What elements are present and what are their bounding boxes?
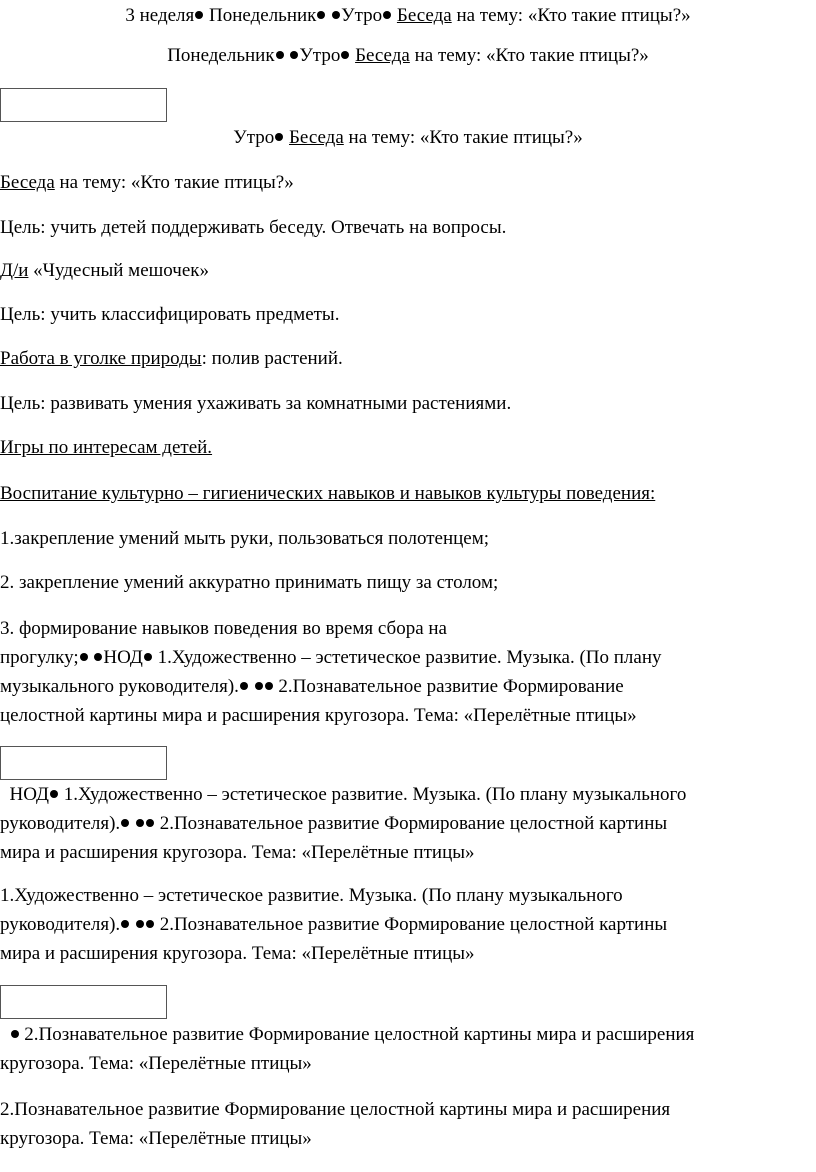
- bullet-icon: [146, 920, 154, 928]
- text-line: 1.Художественно – эстетическое развитие. Музыка. (По плану музыкального: [0, 885, 623, 906]
- heading-line-3: Утро Беседа на тему: «Кто такие птицы?»: [233, 127, 583, 148]
- text-line: кругозора. Тема: «Перелётные птицы»: [0, 1128, 312, 1149]
- upbringing-heading: Воспитание культурно – гигиенических навыков и навыков культуры поведения:: [0, 483, 656, 504]
- goal-text: Цель: учить детей поддерживать беседу. Отвечать на вопросы.: [0, 217, 507, 238]
- bullet-icon: [195, 11, 203, 19]
- bullet-icon: [121, 920, 129, 928]
- bullet-icon: [290, 51, 298, 59]
- text-line: руководителя). 2.Познавательное развитие Формирование целостной картины: [0, 914, 668, 935]
- bullet-icon: [240, 682, 248, 690]
- bullet-icon: [94, 653, 102, 661]
- text-line: прогулку; НОД 1.Художественно – эстетическое развитие. Музыка. (По плану: [0, 647, 662, 668]
- nature-corner-work: Работа в уголке природы: полив растений.: [0, 348, 343, 369]
- text-line: мира и расширения кругозора. Тема: «Перелётные птицы»: [0, 943, 475, 964]
- empty-box: [0, 88, 167, 122]
- bullet-icon: [121, 819, 129, 827]
- list-item: 1.закрепление умений мыть руки, пользоваться полотенцем;: [0, 528, 490, 549]
- empty-box: [0, 746, 167, 780]
- bullet-icon: [275, 133, 283, 141]
- text-line: 2.Познавательное развитие Формирование целостной картины мира и расширения: [0, 1099, 671, 1120]
- bullet-icon: [255, 682, 263, 690]
- bullet-icon: [265, 682, 273, 690]
- text-line: кругозора. Тема: «Перелётные птицы»: [0, 1053, 312, 1074]
- empty-box: [0, 985, 167, 1019]
- bullet-icon: [383, 11, 391, 19]
- goal-text: Цель: учить классифицировать предметы.: [0, 304, 340, 325]
- text-line: НОД 1.Художественно – эстетическое развитие. Музыка. (По плану музыкального: [9, 784, 687, 805]
- text-line: музыкального руководителя). 2.Познавательное развитие Формирование: [0, 676, 624, 697]
- bullet-icon: [276, 51, 284, 59]
- goal-text: Цель: развивать умения ухаживать за комнатными растениями.: [0, 393, 512, 414]
- conversation-topic: Беседа на тему: «Кто такие птицы?»: [0, 172, 294, 193]
- bullet-icon: [341, 51, 349, 59]
- bullet-icon: [11, 1030, 19, 1038]
- list-item: 2. закрепление умений аккуратно принимать пищу за столом;: [0, 572, 499, 593]
- games-by-interest: Игры по интересам детей.: [0, 437, 213, 458]
- text-line: 2.Познавательное развитие Формирование целостной картины мира и расширения: [0, 1023, 694, 1047]
- list-item: 3. формирование навыков поведения во время сбора на: [0, 618, 447, 639]
- bullet-icon: [144, 653, 152, 661]
- bullet-icon: [332, 11, 340, 19]
- heading-line-2: Понедельник Утро Беседа на тему: «Кто такие птицы?»: [167, 45, 649, 66]
- text-line: целостной картины мира и расширения кругозора. Тема: «Перелётные птицы»: [0, 705, 637, 726]
- bullet-icon: [146, 819, 154, 827]
- text-line: руководителя). 2.Познавательное развитие Формирование целостной картины: [0, 813, 668, 834]
- bullet-icon: [136, 920, 144, 928]
- bullet-icon: [136, 819, 144, 827]
- heading-line-1: 3 неделя Понедельник Утро Беседа на тему: «Кто такие птицы?»: [125, 5, 691, 26]
- didactic-game: Д/и «Чудесный мешочек»: [0, 260, 209, 281]
- bullet-icon: [50, 790, 58, 798]
- text-line: мира и расширения кругозора. Тема: «Перелётные птицы»: [0, 842, 475, 863]
- bullet-icon: [317, 11, 325, 19]
- bullet-icon: [80, 653, 88, 661]
